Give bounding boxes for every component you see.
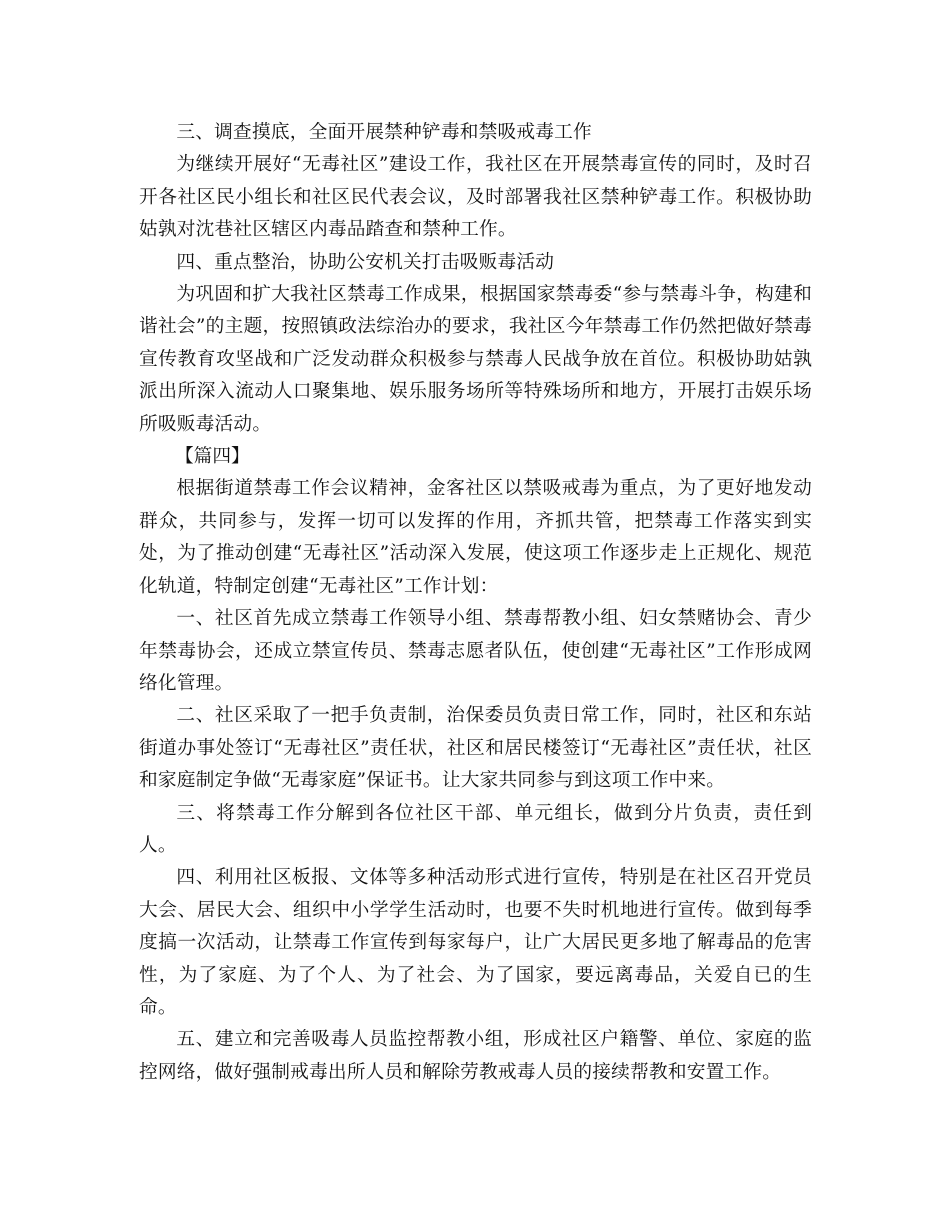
paragraph: 为继续开展好“无毒社区”建设工作，我社区在开展禁毒宣传的同时，及时召开各社区民小组长和社区民代表会议，及时部署我社区禁种铲毒工作。积极协助姑孰对沈巷社区辖区内毒品踏查和禁种工作。 bbox=[139, 154, 812, 241]
paragraph: 五、建立和完善吸毒人员监控帮教小组，形成社区户籍警、单位、家庭的监控网络，做好强制戒毒出所人员和解除劳教戒毒人员的接续帮教和安置工作。 bbox=[139, 1029, 812, 1083]
paragraph: 为巩固和扩大我社区禁毒工作成果，根据国家禁毒委“参与禁毒斗争，构建和谐社会”的主题，按照镇政法综治办的要求，我社区今年禁毒工作仍然把做好禁毒宣传教育攻坚战和广泛发动群众积极参与禁毒人民战争放在首位。积极协助姑孰派出所深入流动人口聚集地、娱乐服务场所等特殊场所和地方，开展打击娱乐场所吸贩毒活动。 bbox=[139, 284, 812, 435]
document-body bbox=[139, 117, 812, 1089]
section-heading-3: 三、调查摸底，全面开展禁种铲毒和禁吸戒毒工作 bbox=[176, 122, 592, 143]
paragraph: 根据街道禁毒工作会议精神，金客社区以禁吸戒毒为重点，为了更好地发动群众，共同参与，发挥一切可以发挥的作用，齐抓共管，把禁毒工作落实到实处，为了推动创建“无毒社区”活动深入发展，使这项工作逐步走上正规化、规范化轨道，特制定创建“无毒社区”工作计划： bbox=[139, 478, 812, 597]
paragraph: 四、利用社区板报、文体等多种活动形式进行宣传，特别是在社区召开党员大会、居民大会、组织中小学学生活动时，也要不失时机地进行宣传。做到每季度搞一次活动，让禁毒工作宣传到每家每户，让广大居民更多地了解毒品的危害性，为了家庭、为了个人、为了社会、为了国家，要远离毒品，关爱自已的生命。 bbox=[139, 867, 812, 1018]
paragraph: 二、社区采取了一把手负责制，治保委员负责日常工作，同时，社区和东站街道办事处签订“无毒社区”责任状，社区和居民楼签订“无毒社区”责任状，社区和家庭制定争做“无毒家庭”保证书。让大家共同参与到这项工作中来。 bbox=[139, 705, 812, 792]
section-heading-4: 四、重点整治，协助公安机关打击吸贩毒活动 bbox=[176, 251, 555, 273]
paragraph: 一、社区首先成立禁毒工作领导小组、禁毒帮教小组、妇女禁赌协会、青少年禁毒协会，还成立禁宣传员、禁毒志愿者队伍，使创建“无毒社区”工作形成网络化管理。 bbox=[139, 608, 812, 694]
chapter-tag: 【篇四】 bbox=[175, 446, 250, 468]
paragraph: 三、将禁毒工作分解到各位社区干部、单元组长，做到分片负责，责任到人。 bbox=[139, 802, 812, 856]
